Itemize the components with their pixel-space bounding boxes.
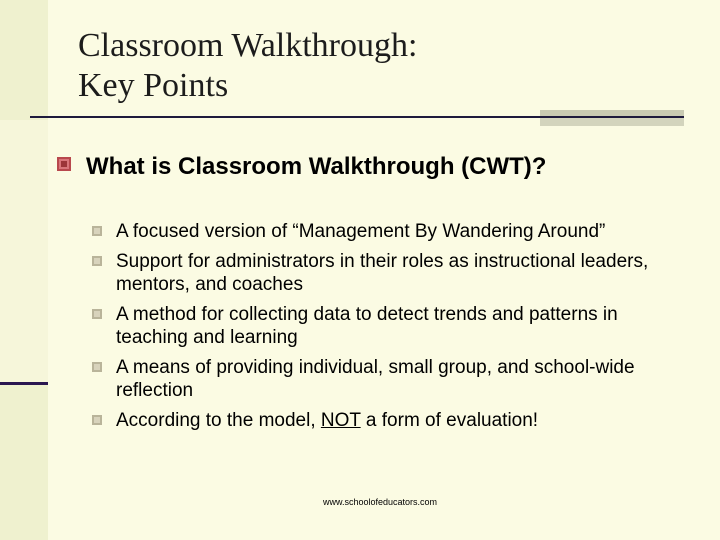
list-item [116, 250, 676, 296]
list-item [116, 356, 676, 402]
list-item [116, 220, 676, 243]
left-decor-band-lower [0, 120, 48, 382]
square-bullet-icon [92, 256, 102, 266]
divider-accent-bottom [540, 118, 684, 126]
footer-url: www.schoolofeducators.com [322, 497, 438, 507]
sub-bullet-list [116, 220, 676, 439]
square-bullet-icon [92, 362, 102, 372]
list-item-text: A means of providing individual, small group, and school-wide reflection [116, 357, 635, 401]
list-item-text-before: According to the model, [116, 410, 321, 431]
list-item-text: Support for administrators in their roles as instructional leaders, mentors, and coaches [116, 251, 649, 295]
square-bullet-icon [92, 309, 102, 319]
divider-accent-top [540, 110, 684, 116]
slide-title-line-1: Classroom Walkthrough: [78, 27, 418, 64]
main-bullet [86, 150, 720, 184]
main-bullet-text: What is Classroom Walkthrough (CWT)? [86, 153, 547, 180]
list-item [116, 303, 676, 349]
list-item-text-after: a form of evaluation! [360, 410, 539, 431]
list-item-text: A method for collecting data to detect trends and patterns in teaching and learning [116, 304, 618, 348]
list-item-emphasis: NOT [320, 410, 361, 431]
slide-title [78, 26, 638, 106]
list-item [116, 409, 676, 432]
square-bullet-icon [57, 157, 71, 171]
slide-title-line-2: Key Points [78, 67, 229, 104]
left-decor-mark [0, 382, 48, 385]
list-item-text: A focused version of “Management By Wandering Around” [116, 221, 606, 242]
square-bullet-icon [92, 226, 102, 236]
square-bullet-icon [92, 415, 102, 425]
